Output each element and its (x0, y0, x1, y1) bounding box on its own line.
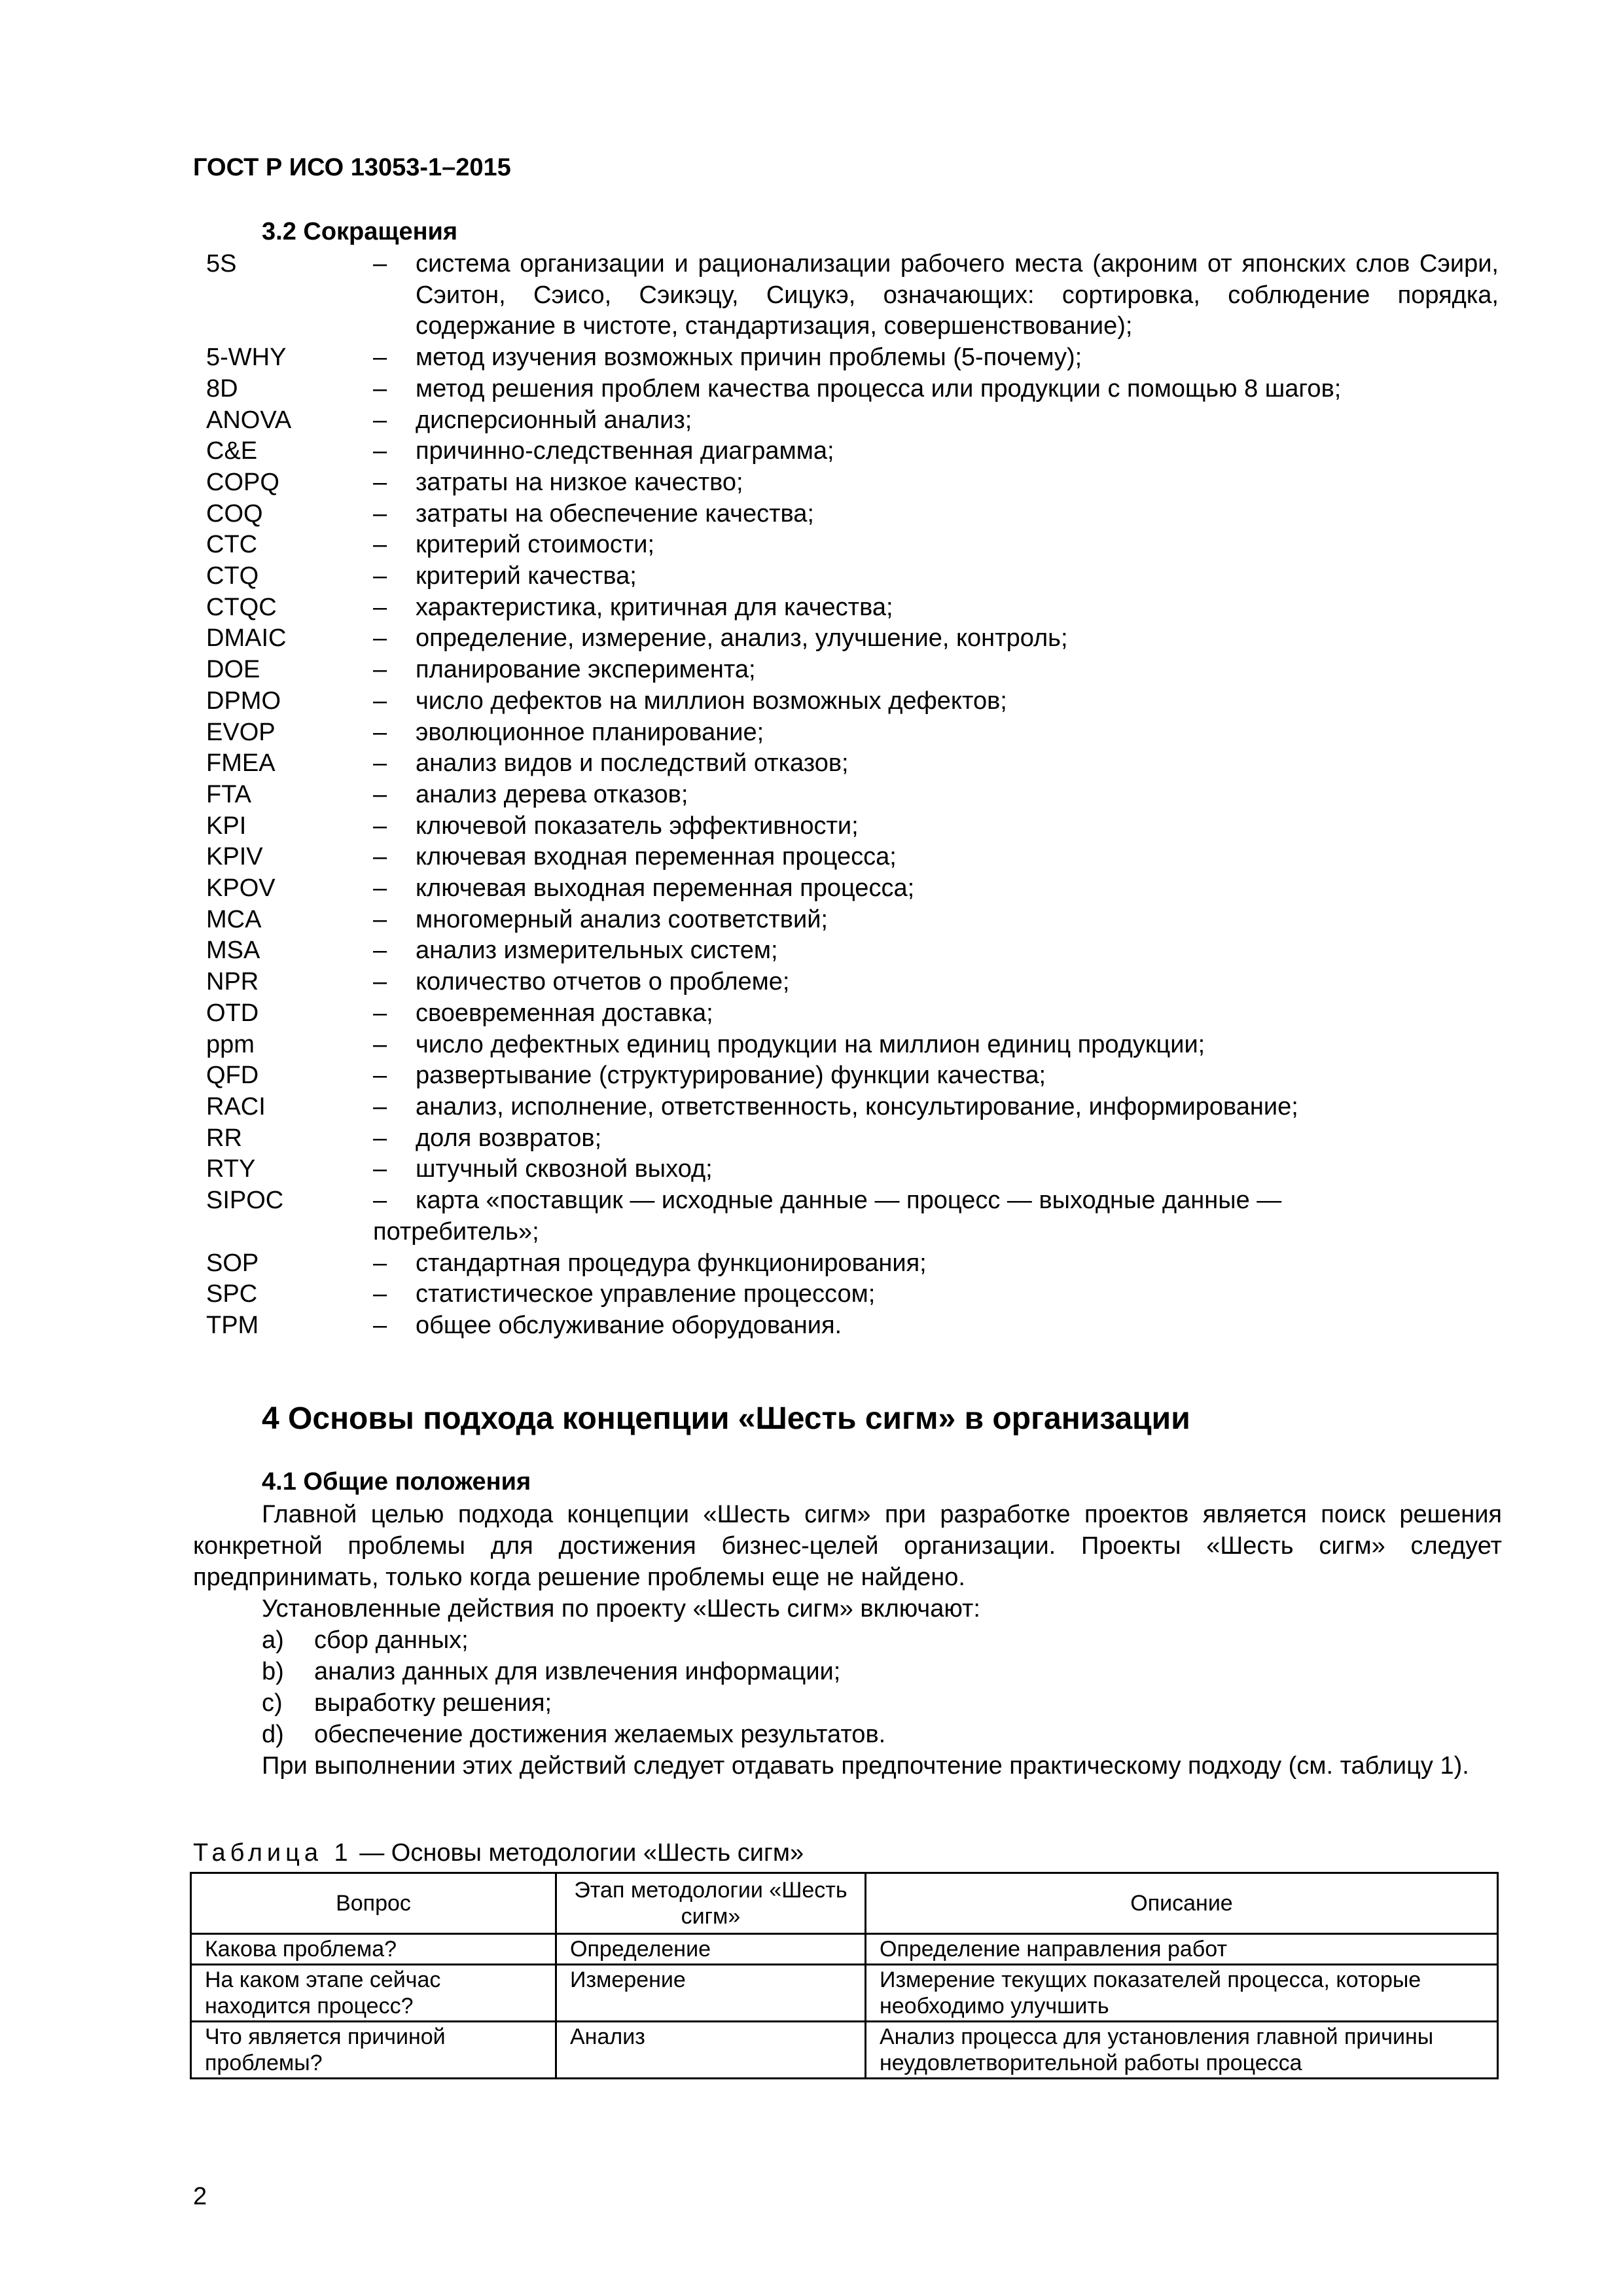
abbreviation-definition: причинно-следственная диаграмма; (416, 437, 834, 465)
abbreviation-dash: – (373, 749, 387, 778)
abbreviation-row (206, 811, 1499, 842)
abbreviation-row (206, 1060, 1499, 1092)
list-item (262, 1656, 885, 1687)
abbreviation-term: EVOP (206, 718, 276, 746)
abbreviation-term: C&E (206, 437, 258, 465)
paragraph-1 (193, 1499, 1502, 1593)
abbreviation-dash: – (373, 562, 387, 590)
abbreviation-list (206, 249, 1499, 1342)
abbreviation-definition: определение, измерение, анализ, улучшение, контроль; (416, 624, 1068, 653)
abbreviation-row (206, 873, 1499, 905)
abbreviation-definition: затраты на низкое качество; (416, 468, 743, 496)
abbreviation-dash: – (373, 1280, 387, 1308)
abbreviation-term: SPC (206, 1280, 258, 1308)
abbreviation-term: KPI (206, 812, 247, 840)
list-item-text: обеспечение достижения желаемых результатов. (314, 1721, 886, 1748)
abbreviation-dash: – (373, 874, 387, 903)
abbreviation-definition: эволюционное планирование; (416, 718, 764, 746)
abbreviation-term: OTD (206, 999, 259, 1027)
abbreviation-definition: ключевой показатель эффективности; (416, 812, 859, 840)
abbreviation-dash: – (373, 968, 387, 996)
column-header-description: Описание (866, 1873, 1498, 1934)
abbreviation-row (206, 436, 1499, 467)
table-cell: Анализ (556, 2022, 866, 2079)
abbreviation-dash: – (373, 1062, 387, 1090)
abbreviation-dash: – (373, 531, 387, 559)
list-item (262, 1687, 885, 1719)
abbreviation-row (206, 249, 1499, 342)
abbreviation-definition: затраты на обеспечение качества; (416, 499, 814, 528)
table-cell: Что является причиной проблемы? (191, 2022, 556, 2079)
list-marker: b) (262, 1658, 284, 1685)
section-3-2-title: 3.2 Сокращения (262, 218, 458, 245)
abbreviation-dash: – (373, 780, 387, 808)
abbreviation-definition: ключевая входная переменная процесса; (416, 843, 897, 871)
abbreviation-term: DOE (206, 656, 260, 684)
abbreviation-row (206, 780, 1499, 811)
paragraph-1-text: Главной целью подхода концепции «Шесть сигм» при разработке проектов является поиск решения конкретной проблемы для достижения бизнес-целей организации. Проекты «Шесть сигм» следует предпринимать, только когда решение проблемы еще не найдено. (193, 1501, 1502, 1591)
paragraph-3 (193, 1750, 1502, 1782)
abbreviation-row (206, 655, 1499, 686)
abbreviation-term: SOP (206, 1249, 259, 1277)
abbreviation-definition: планирование эксперимента; (416, 656, 756, 684)
abbreviation-term: CTQC (206, 593, 277, 621)
abbreviation-dash: – (373, 1187, 387, 1215)
list-item-text: анализ данных для извлечения информации; (314, 1658, 841, 1685)
abbreviation-term: TPM (206, 1311, 259, 1339)
abbreviation-definition: ключевая выходная переменная процесса; (416, 874, 915, 903)
abbreviation-row (206, 935, 1499, 967)
abbreviation-term: 5-WHY (206, 344, 287, 372)
list-item-text: сбор данных; (314, 1626, 469, 1654)
abbreviation-row (206, 686, 1499, 717)
paragraph-3-text: При выполнении этих действий следует отдавать предпочтение практическому подходу (см. таблицу 1). (262, 1752, 1469, 1780)
list-item (262, 1624, 885, 1656)
abbreviation-row (206, 374, 1499, 405)
table-cell: На каком этапе сейчас находится процесс? (191, 1965, 556, 2022)
abbreviation-row (206, 1123, 1499, 1155)
abbreviation-row (206, 499, 1499, 530)
abbreviation-dash: – (373, 1311, 387, 1339)
table-row (191, 1965, 1498, 2022)
abbreviation-definition: своевременная доставка; (416, 999, 713, 1027)
abbreviation-dash: – (373, 656, 387, 684)
abbreviation-term: CTQ (206, 562, 259, 590)
abbreviation-dash: – (373, 1124, 387, 1152)
abbreviation-dash: – (373, 250, 387, 278)
abbreviation-row (206, 967, 1499, 998)
abbreviation-dash: – (373, 905, 387, 933)
abbreviation-definition: характеристика, критичная для качества; (416, 593, 893, 621)
table-caption-label: Таблица 1 (193, 1839, 353, 1867)
table-caption (193, 1839, 804, 1867)
abbreviation-definition: стандартная процедура функционирования; (416, 1249, 927, 1277)
abbreviation-row (206, 842, 1499, 873)
abbreviation-dash: – (373, 1030, 387, 1058)
abbreviation-row (206, 1185, 1499, 1247)
list-marker: d) (262, 1721, 284, 1748)
abbreviation-dash: – (373, 406, 387, 434)
abbreviation-definition: количество отчетов о проблеме; (416, 968, 790, 996)
abbreviation-dash: – (373, 718, 387, 746)
abbreviation-dash: – (373, 344, 387, 372)
abbreviation-definition: метод изучения возможных причин проблемы (5-почему); (416, 344, 1082, 372)
standard-header: ГОСТ Р ИСО 13053-1–2015 (193, 154, 511, 181)
abbreviation-term: FTA (206, 780, 251, 808)
abbreviation-dash: – (373, 593, 387, 621)
abbreviation-term: ppm (206, 1030, 255, 1058)
abbreviation-dash: – (373, 468, 387, 496)
action-list (262, 1624, 885, 1750)
abbreviation-row (206, 342, 1499, 374)
table-cell: Измерение текущих показателей процесса, которые необходимо улучшить (866, 1965, 1498, 2022)
abbreviation-row (206, 905, 1499, 936)
abbreviation-definition: штучный сквозной выход; (416, 1155, 713, 1183)
abbreviation-dash: – (373, 624, 387, 653)
abbreviation-definition: доля возвратов; (416, 1124, 602, 1152)
abbreviation-term: 8D (206, 374, 238, 403)
abbreviation-dash: – (373, 843, 387, 871)
column-header-stage: Этап методологии «Шесть сигм» (556, 1873, 866, 1934)
abbreviation-definition: статистическое управление процессом; (416, 1280, 876, 1308)
abbreviation-row (206, 1279, 1499, 1310)
table-cell: Анализ процесса для установления главной причины неудовлетворительной работы процесса (866, 2022, 1498, 2079)
paragraph-2-text: Установленные действия по проекту «Шесть сигм» включают: (262, 1595, 980, 1623)
table-cell: Какова проблема? (191, 1934, 556, 1965)
abbreviation-dash: – (373, 687, 387, 715)
abbreviation-term: RTY (206, 1155, 256, 1183)
abbreviation-term: COPQ (206, 468, 279, 496)
abbreviation-term: COQ (206, 499, 263, 528)
abbreviation-definition: многомерный анализ соответствий; (416, 905, 828, 933)
abbreviation-definition: анализ измерительных систем; (416, 937, 778, 965)
paragraph-2 (193, 1593, 1502, 1624)
abbreviation-row (206, 467, 1499, 499)
abbreviation-term: DPMO (206, 687, 281, 715)
abbreviation-definition: анализ, исполнение, ответственность, консультирование, информирование; (416, 1092, 1298, 1121)
abbreviation-row (206, 561, 1499, 592)
abbreviation-term: KPIV (206, 843, 263, 871)
column-header-question: Вопрос (191, 1873, 556, 1934)
abbreviation-row (206, 1248, 1499, 1280)
abbreviation-term: SIPOC (206, 1187, 284, 1215)
abbreviation-term: MSA (206, 937, 260, 965)
abbreviation-definition: анализ видов и последствий отказов; (416, 749, 849, 778)
list-marker: c) (262, 1689, 283, 1717)
abbreviation-term: KPOV (206, 874, 276, 903)
abbreviation-term: DMAIC (206, 624, 287, 653)
abbreviation-term: CTC (206, 531, 258, 559)
table-cell: Определение направления работ (866, 1934, 1498, 1965)
abbreviation-row (206, 529, 1499, 561)
abbreviation-definition: общее обслуживание оборудования. (416, 1311, 842, 1339)
list-item (262, 1719, 885, 1750)
section-4-title: 4 Основы подхода концепции «Шесть сигм» в организации (262, 1401, 1190, 1436)
abbreviation-dash: – (373, 499, 387, 528)
table-row (191, 2022, 1498, 2079)
abbreviation-dash: – (373, 1249, 387, 1277)
abbreviation-definition: развертывание (структурирование) функции качества; (416, 1062, 1046, 1090)
abbreviation-row (206, 717, 1499, 749)
abbreviation-definition: критерий качества; (416, 562, 637, 590)
abbreviation-term: 5S (206, 250, 237, 278)
abbreviation-row (206, 1030, 1499, 1061)
abbreviation-term: RR (206, 1124, 242, 1152)
abbreviation-definition: метод решения проблем качества процесса или продукции с помощью 8 шагов; (416, 374, 1342, 403)
abbreviation-definition: критерий стоимости; (416, 531, 655, 559)
table-cell: Измерение (556, 1965, 866, 2022)
abbreviation-dash: – (373, 1155, 387, 1183)
table-header-row (191, 1873, 1498, 1934)
abbreviation-row (206, 1154, 1499, 1185)
table-1 (190, 1872, 1499, 2079)
abbreviation-dash: – (373, 374, 387, 403)
abbreviation-row (206, 592, 1499, 624)
abbreviation-definition: число дефектов на миллион возможных дефектов; (416, 687, 1007, 715)
abbreviation-term: MCA (206, 905, 262, 933)
table-row (191, 1934, 1498, 1965)
list-item-text: выработку решения; (314, 1689, 552, 1717)
abbreviation-dash: – (373, 437, 387, 465)
table-caption-text: — Основы методологии «Шесть сигм» (352, 1839, 804, 1867)
abbreviation-row (206, 1092, 1499, 1123)
abbreviation-term: RACI (206, 1092, 266, 1121)
abbreviation-dash: – (373, 999, 387, 1027)
abbreviation-dash: – (373, 937, 387, 965)
abbreviation-term: FMEA (206, 749, 276, 778)
abbreviation-term: NPR (206, 968, 259, 996)
abbreviation-row (206, 405, 1499, 437)
abbreviation-row (206, 748, 1499, 780)
abbreviation-row (206, 623, 1499, 655)
section-4-1-title: 4.1 Общие положения (262, 1468, 531, 1496)
abbreviation-definition: дисперсионный анализ; (416, 406, 692, 434)
abbreviation-term: ANOVA (206, 406, 292, 434)
abbreviation-dash: – (373, 812, 387, 840)
abbreviation-row (206, 1310, 1499, 1342)
abbreviation-definition: карта «поставщик — исходные данные — процесс — выходные данные — (416, 1187, 1282, 1215)
abbreviation-term: QFD (206, 1062, 259, 1090)
table-cell: Определение (556, 1934, 866, 1965)
page-number: 2 (193, 2183, 207, 2210)
list-marker: a) (262, 1626, 284, 1654)
abbreviation-row (206, 998, 1499, 1030)
abbreviation-dash: – (373, 1092, 387, 1121)
abbreviation-definition: анализ дерева отказов; (416, 780, 688, 808)
abbreviation-definition: число дефектных единиц продукции на миллион единиц продукции; (416, 1030, 1205, 1058)
abbreviation-definition: система организации и рационализации рабочего места (акроним от японских слов Сэири, Сэитон, Сэисо, Сэикэцу, Сицукэ, означающих: сортировка, соблюдение порядка, содержание в чистоте, стандартизация, совершенствование); (416, 250, 1499, 340)
abbreviation-definition-continued: потребитель»; (373, 1217, 539, 1246)
